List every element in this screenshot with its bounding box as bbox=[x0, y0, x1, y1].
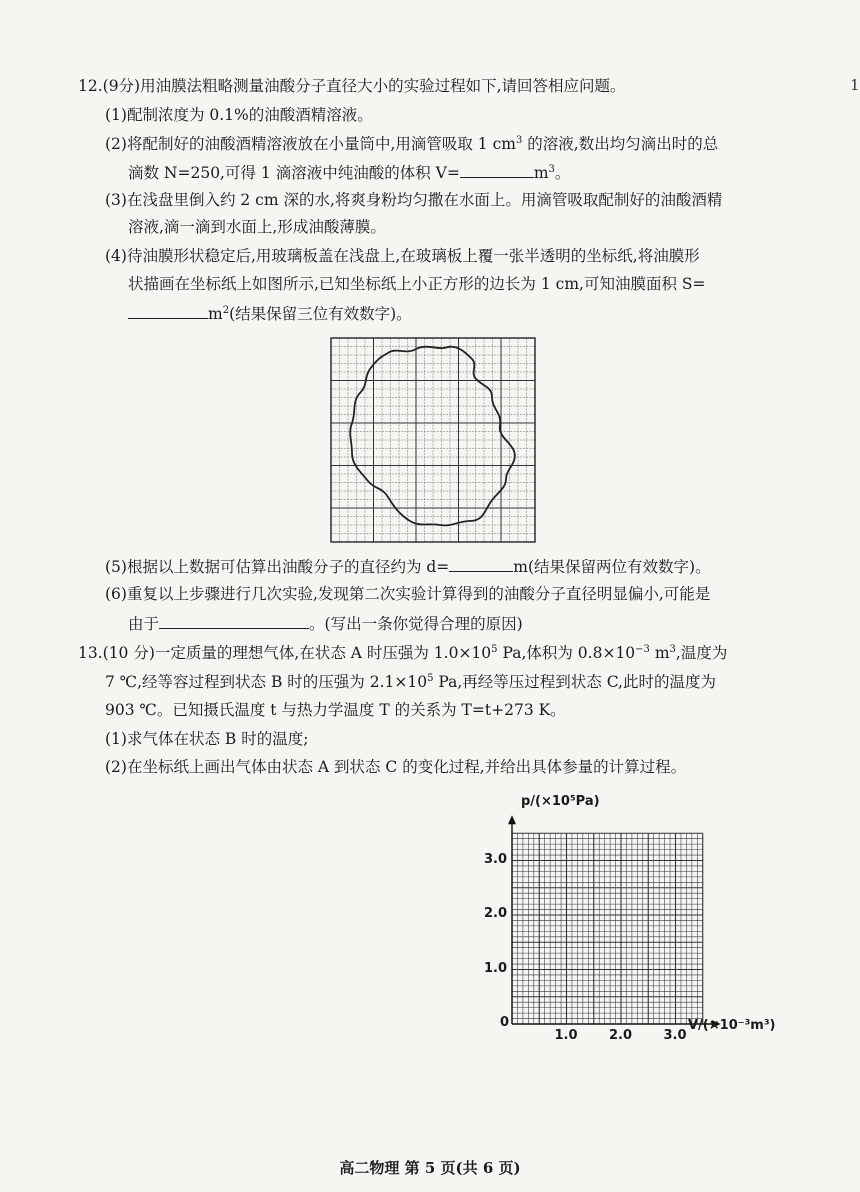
q12-step5: (5)根据以上数据可估算出油酸分子的直径约为 d= m(结果保留两位有效数字)。 bbox=[105, 555, 711, 577]
q13-line3: 903 ℃。已知摄氏温度 t 与热力学温度 T 的关系为 T=t+273 K。 bbox=[105, 701, 566, 719]
origin-label: 0 bbox=[500, 1015, 510, 1030]
oil-film-figure bbox=[330, 337, 536, 543]
q12-step3-line2: 溶液,滴一滴到水面上,形成油酸薄膜。 bbox=[128, 218, 386, 236]
fine-grid bbox=[331, 338, 535, 542]
answer-blank-diameter[interactable] bbox=[449, 555, 513, 572]
y-tick-label: 3.0 bbox=[484, 851, 508, 867]
pv-axes bbox=[508, 815, 721, 1028]
x-tick-label: 1.0 bbox=[554, 1028, 578, 1043]
q12-step6-line2: 由于 。(写出一条你觉得合理的原因) bbox=[128, 612, 523, 634]
page-footer: 高二物理 第 5 页(共 6 页) bbox=[339, 1159, 521, 1177]
q12-step6-line1: (6)重复以上步骤进行几次实验,发现第二次实验计算得到的油酸分子直径明显偏小,可能是 bbox=[105, 585, 711, 603]
answer-blank-reason[interactable] bbox=[159, 612, 309, 629]
y-tick-label: 1.0 bbox=[484, 960, 508, 976]
pv-grid bbox=[512, 833, 703, 1024]
oil-film-outline bbox=[350, 347, 515, 526]
answer-blank-volume[interactable] bbox=[460, 161, 534, 178]
q13-line2: 7 ℃,经等容过程到状态 B 时的压强为 $2.1\times 10^5$ Pa,再经等压过程到状态 C,此时的温度为 bbox=[105, 672, 716, 691]
q12-step2-line2: 滴数 N=250,可得 1 滴溶液中纯油酸的体积 $V= m^3$。 bbox=[128, 161, 570, 183]
y-tick-label: 2.0 bbox=[484, 906, 508, 921]
x-tick-label: 2.0 bbox=[609, 1028, 633, 1043]
q12-step1: (1)配制浓度为 0.1%的油酸酒精溶液。 bbox=[105, 106, 373, 124]
q12-step2-line1: (2)将配制好的油酸酒精溶液放在小量筒中,用滴管吸取 1 $cm^3$ 的溶液,数出均匀滴出时的总 bbox=[105, 134, 719, 153]
q12-step3-line1: (3)在浅盘里倒入约 2 cm 深的水,将爽身粉均匀撒在水面上。用滴管吸取配制好的油酸酒精 bbox=[105, 191, 723, 209]
q13-sub2: (2)在坐标纸上画出气体由状态 A 到状态 C 的变化过程,并给出具体参量的计算过程。 bbox=[105, 758, 687, 776]
q13-sub1: (1)求气体在状态 B 时的温度; bbox=[105, 730, 309, 748]
q12-step4-line2: 状描画在坐标纸上如图所示,已知坐标纸上小正方形的边长为 1 cm,可知油膜面积 S= bbox=[128, 275, 706, 293]
x-axis-label: V/(×10⁻³m³) bbox=[688, 1018, 776, 1033]
q12-header: 12.(9分)用油膜法粗略测量油酸分子直径大小的实验过程如下,请回答相应问题。 bbox=[78, 77, 626, 95]
x-tick-label: 3.0 bbox=[663, 1028, 687, 1043]
q13-line1: 13.(10 分)一定质量的理想气体,在状态 A 时压强为 $1.0\times 10^5$ Pa,体积为 $0.8\times 10^{-3}$ $m^3$,温度为 bbox=[78, 643, 728, 662]
q12-step4-line1: (4)待油膜形状稳定后,用玻璃板盖在浅盘上,在玻璃板上覆一张半透明的坐标纸,将油膜形 bbox=[105, 247, 700, 265]
answer-blank-area[interactable] bbox=[128, 302, 208, 319]
y-axis-label: p/(×10⁵Pa) bbox=[521, 794, 600, 809]
y-axis-arrow bbox=[508, 815, 516, 824]
page-edge-mark: 1 bbox=[850, 76, 860, 94]
pv-chart-svg bbox=[490, 795, 730, 1040]
q12-step4-line3: $m^2$(结果保留三位有效数字)。 bbox=[128, 302, 412, 324]
